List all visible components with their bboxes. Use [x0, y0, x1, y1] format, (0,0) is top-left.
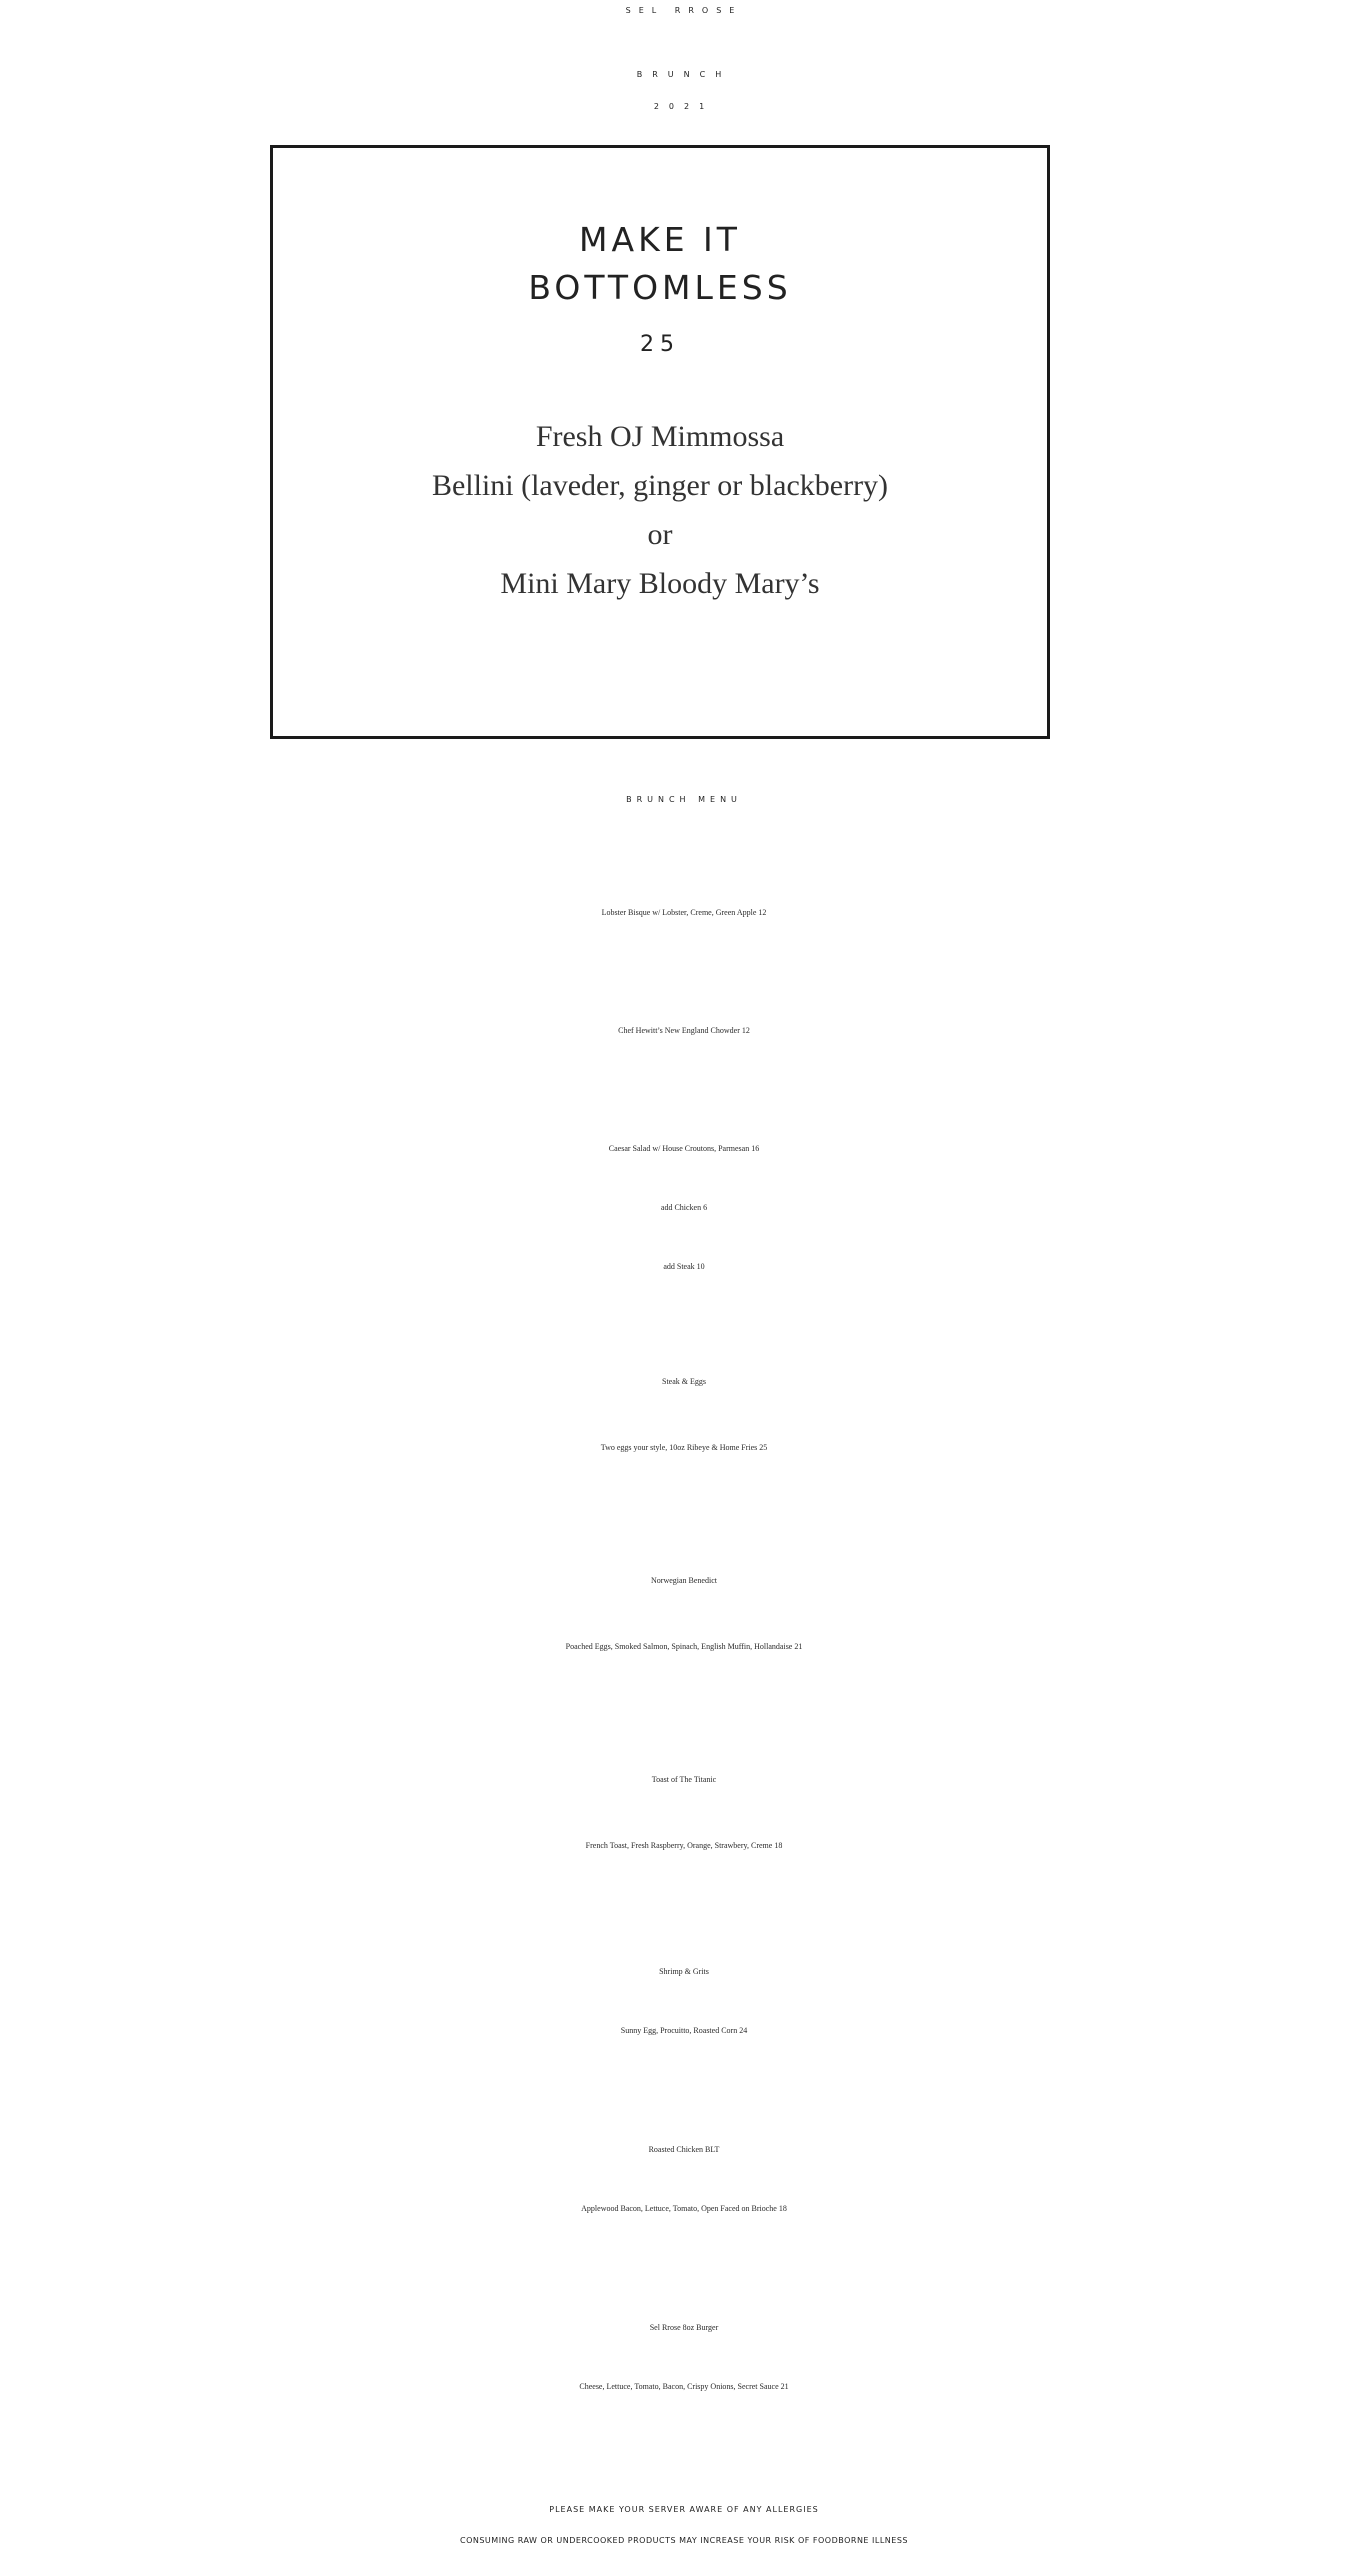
menu-item-name: Roasted Chicken BLT: [648, 2145, 720, 2154]
menu-item-addon: add Steak 10: [663, 1262, 705, 1271]
menu-item-name: Sel Rrose 8oz Burger: [649, 2323, 719, 2332]
bottomless-title-line2: BOTTOMLESS: [528, 268, 792, 307]
bottomless-drink-item: Bellini (laveder, ginger or blackberry): [431, 469, 889, 502]
bottomless-drink-item: Fresh OJ Mimmossa: [535, 420, 785, 453]
menu-year: 2021: [653, 102, 715, 111]
bottomless-drink-item: or: [647, 518, 673, 551]
bottomless-drinks-box: [270, 145, 1050, 739]
raw-food-warning: CONSUMING RAW OR UNDERCOOKED PRODUCTS MAY INCREASE YOUR RISK OF FOODBORNE ILLNESS: [459, 2536, 908, 2545]
menu-item-description: Applewood Bacon, Lettuce, Tomato, Open Faced on Brioche 18: [581, 2204, 787, 2213]
menu-item-name: Steak & Eggs: [662, 1377, 706, 1386]
menu-item-name: Toast of The Titanic: [651, 1775, 717, 1784]
bottomless-price: 25: [640, 332, 680, 357]
menu-item-addon: add Chicken 6: [660, 1203, 708, 1212]
menu-item-description: Sunny Egg, Procuitto, Roasted Corn 24: [620, 2026, 748, 2035]
bottomless-title-line1: MAKE IT: [579, 220, 741, 259]
menu-item: Lobster Bisque w/ Lobster, Creme, Green Apple 12: [601, 908, 767, 917]
menu-item-description: Cheese, Lettuce, Tomato, Bacon, Crispy Onions, Secret Sauce 21: [579, 2382, 789, 2391]
menu-item-description: French Toast, Fresh Raspberry, Orange, Strawbery, Creme 18: [585, 1841, 783, 1850]
menu-item-name: Norwegian Benedict: [651, 1576, 717, 1585]
allergy-notice: PLEASE MAKE YOUR SERVER AWARE OF ANY ALLERGIES: [549, 2505, 819, 2514]
menu-item-name: Shrimp & Grits: [659, 1967, 709, 1976]
menu-item: Caesar Salad w/ House Croutons, Parmesan 16: [608, 1144, 760, 1153]
menu-type-label: BRUNCH: [636, 70, 732, 79]
menu-item-description: Poached Eggs, Smoked Salmon, Spinach, English Muffin, Hollandaise 21: [565, 1642, 803, 1651]
bottomless-drink-item: Mini Mary Bloody Mary’s: [500, 567, 820, 600]
menu-item: Chef Hewitt’s New England Chowder 12: [618, 1026, 750, 1035]
section-title: BRUNCH MENU: [626, 795, 742, 804]
restaurant-name: SEL RROSE: [625, 6, 743, 15]
menu-item-description: Two eggs your style, 10oz Ribeye & Home Fries 25: [600, 1443, 768, 1452]
